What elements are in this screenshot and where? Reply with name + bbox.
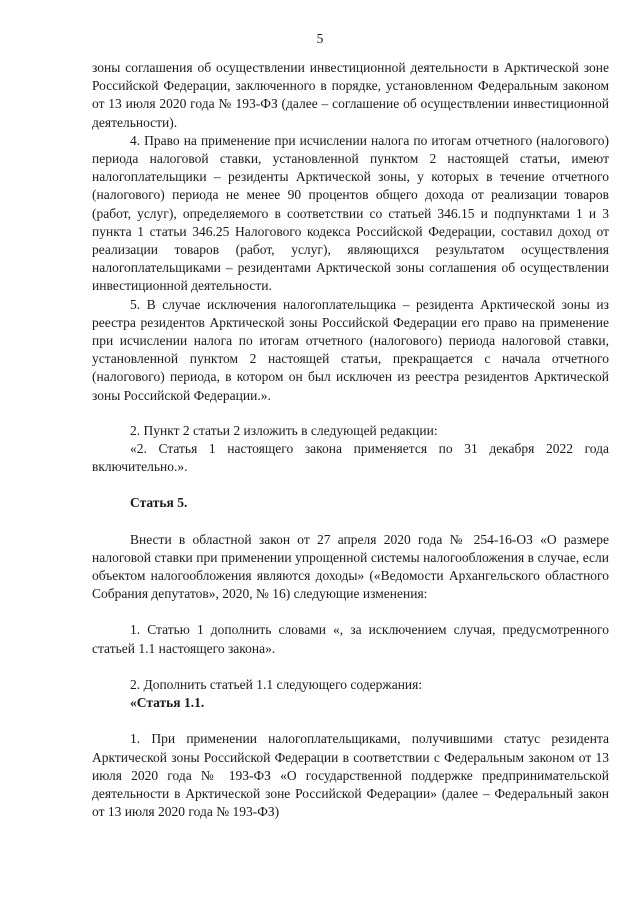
paragraph-item-4: 4. Право на применение при исчислении налога по итогам отчетного (налогового) периода налоговой ставки, установленной пунктом 2 настоящей статьи, имеют налогоплательщики – резиденты Арктической зоны, у которых в течение отчетного (налогового) периода не менее 90 процентов общего дохода от реализации товаров (работ, услуг), определяемого в соответствии со статьей 346.15 и подпунктами 1 и 3 пункта 1 статьи 346.25 Налогового кодекса Российской Федерации, составил доход от реализации товаров (работ, услуг), являющихся результатом осуществления налогоплательщиками – резидентами Арктической зоны соглашения об осуществлении инвестиционной деятельности. (92, 132, 609, 294)
paragraph-item-5: 5. В случае исключения налогоплательщика – резидента Арктической зоны из реестра резидентов Арктической зоны Российской Федерации его право на применение при исчислении налога по итогам отчетного (налогового) периода налоговой ставки, установленной пунктом 2 настоящей статьи, прекращается с начала отчетного (налогового) периода, в котором он был исключен из реестра резидентов Арктической зоны Российской Федерации.». (92, 296, 609, 403)
paragraph-change-1: 1. Статью 1 дополнить словами «, за исключением случая, предусмотренного статьей 1.1 настоящего закона». (92, 622, 609, 656)
paragraph-change-2: 2. Дополнить статьей 1.1 следующего содержания: (130, 676, 423, 692)
page-number: 5 (316, 31, 324, 46)
spacer (92, 603, 609, 621)
article-1-1-heading: «Статья 1.1. (130, 695, 205, 711)
spacer (92, 513, 609, 531)
paragraph-continuation: зоны соглашения об осуществлении инвестиционной деятельности в Арктической зоне Российской Федерации, заключенного в порядке, установленном Федеральным законом от 13 июля 2020 года № 193-ФЗ (далее – соглашение об осуществлении инвестиционной деятельности). (92, 60, 609, 130)
spacer (92, 712, 609, 730)
spacer (92, 476, 609, 494)
article-5-heading: Статья 5. (130, 495, 188, 511)
spacer (92, 658, 609, 676)
spacer (92, 405, 609, 422)
paragraph-amendment-2: 2. Пункт 2 статьи 2 изложить в следующей редакции: (130, 422, 438, 438)
paragraph-article-5-intro: Внести в областной закон от 27 апреля 2020 года № 254-16-ОЗ «О размере налоговой ставки при применении упрощенной системы налогообложения в случае, если объектом налогообложения являются доходы» («Ведомости Архангельского областного Собрания депутатов», 2020, № 16) следующие изменения: (92, 531, 609, 602)
paragraph-article-1-1-item-1: 1. При применении налогоплательщиками, получившими статус резидента Арктической зоны Российской Федерации в соответствии с Федеральным законом от 13 июля 2020 года № 193-ФЗ «О государственной поддержке предпринимательской деятельности в Арктической зоне Российской Федерации» (далее – Федеральный закон от 13 июля 2020 года № 193-ФЗ) (92, 731, 609, 820)
document-body (92, 59, 609, 821)
paragraph-quoted-text: «2. Статья 1 настоящего закона применяется по 31 декабря 2022 года включительно.». (92, 441, 609, 475)
